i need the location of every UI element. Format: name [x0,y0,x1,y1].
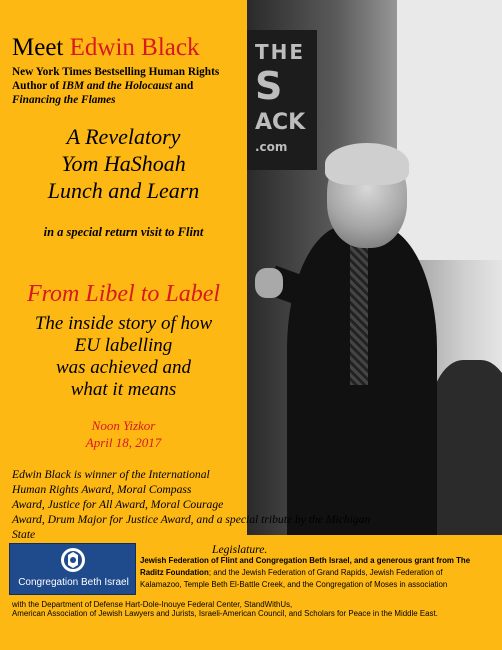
cbi-emblem-icon [60,547,86,573]
banner-text-4: .com [255,140,288,154]
speaker-hair [325,143,409,185]
talk-subtitle-line-2: EU labelling [74,334,173,356]
talk-subtitle-line-3: was achieved and [55,356,192,378]
credentials-line-2 [12,79,242,93]
credentials-line-1: New York Times Bestselling Human Rights [12,66,220,78]
event-title-line-2: Yom HaShoah [61,151,186,177]
event-title-line-3: Lunch and Learn [47,178,200,204]
sponsors-line-5: American Association of Jewish Lawyers and Jurists, Israeli-American Council, and Scholars for Peace in the Middle East. [12,609,438,618]
audience-silhouette [427,360,502,535]
book-title-financing: Financing the Flames [12,94,116,106]
banner-text-3: ACK [255,110,306,135]
sponsor-raditz: Raditz Foundation [140,567,209,577]
congregation-logo [9,543,136,595]
talk-subtitle-line-1: The inside story of how [34,313,213,334]
awards-line-2: Human Rights Award, Moral Compass [12,483,192,497]
credentials-and: and [172,80,194,92]
sponsors-text [140,555,500,591]
photo-window [397,0,502,260]
credentials-author-of: Author of [12,80,63,92]
page-heading [12,34,199,62]
awards-line-3: Award, Justice for All Award, Moral Courage [12,498,224,512]
visit-note: in a special return visit to Flint [43,225,204,239]
awards-line-4: Award, Drum Major for Justice Award, and a special tribute by the Michigan State [12,513,371,542]
book-title-ibm: IBM and the Holocaust [62,80,173,92]
sponsors-line-1: Jewish Federation of Flint and Congregation Beth Israel, and a generous grant from The [140,556,471,565]
awards-line-1: Edwin Black is winner of the International [12,468,210,481]
event-date: April 18, 2017 [85,434,162,450]
sponsors-line-4: with the Department of Defense Hart-Dole-Inouye Federal Center, StandWithUs, [12,600,293,609]
event-time-label: Noon Yizkor [91,418,156,433]
sponsors-footer [12,600,502,618]
banner-text-2: S [255,64,283,108]
event-title-line-1: A Revelatory [66,124,181,149]
speaker-hand [255,268,283,298]
event-title [0,123,247,204]
sponsors-rest: ; and the Jewish Federation of Grand Rapids, Jewish Federation of [208,567,443,577]
sponsors-line-3: Kalamazoo, Temple Beth El-Battle Creek, and the Congregation of Moses in association [140,579,448,589]
speaker-credentials [12,65,242,107]
talk-subtitle [0,313,247,400]
sponsors-line-2 [140,567,500,579]
banner-text-1: THE [255,40,306,64]
speaker-tie [350,245,368,385]
speaker-photo [247,0,502,535]
speaker-name: Edwin Black [69,34,200,61]
event-time [0,418,247,452]
awards-line-5: Legislature. [212,543,268,557]
heading-prefix: Meet [12,34,70,61]
logo-text: Congregation Beth Israel [18,577,129,588]
talk-title: From Libel to Label [26,281,221,307]
talk-subtitle-line-4: what it means [70,378,177,400]
